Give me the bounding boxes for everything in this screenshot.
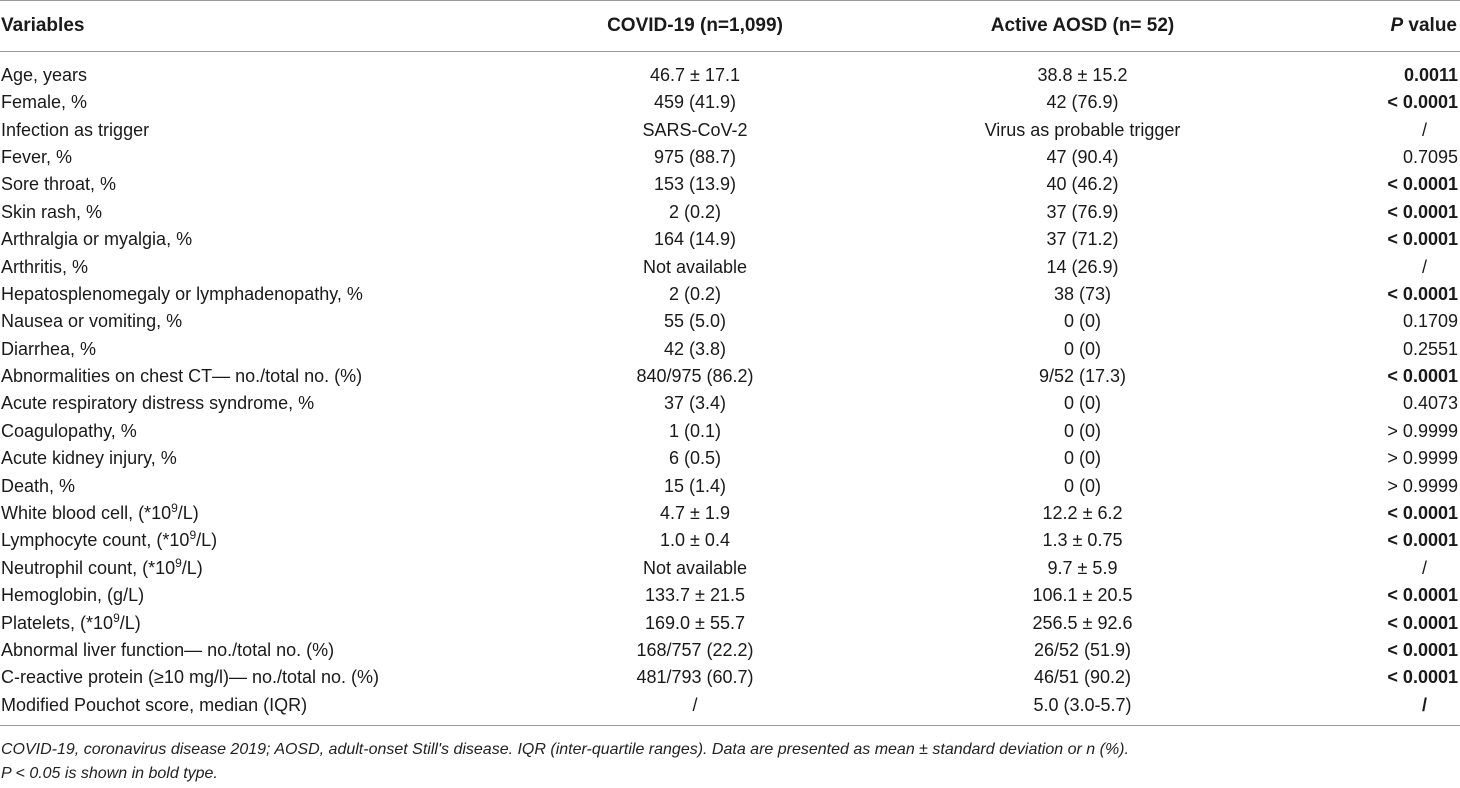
table-row <box>0 52 1460 90</box>
table-body <box>0 52 1460 726</box>
cell-variable <box>0 52 585 90</box>
cell-p-value: < 0.0001 <box>1387 530 1458 551</box>
cell-covid: 15 (1.4) <box>663 475 727 496</box>
variable-label: Hemoglobin, (g/L) <box>1 585 145 606</box>
header-row <box>0 1 1460 52</box>
cell-aosd: 0 (0) <box>1063 420 1101 441</box>
cell-aosd: 0 (0) <box>1063 393 1101 414</box>
variable-label: Acute kidney injury, % <box>1 448 177 469</box>
variable-label: Diarrhea, % <box>1 338 97 359</box>
table-row <box>0 472 1460 499</box>
table-row <box>0 445 1460 472</box>
cell-variable <box>0 527 585 554</box>
variable-label: Platelets, (*10 <box>1 612 114 633</box>
cell-variable <box>0 472 585 499</box>
table-row <box>0 582 1460 609</box>
variable-unit-suffix: /L) <box>177 503 199 524</box>
cell-aosd: 256.5 ± 92.6 <box>1032 612 1133 633</box>
cell-p-value: > 0.9999 <box>1387 420 1458 441</box>
table-row <box>0 390 1460 417</box>
cell-p-value: < 0.0001 <box>1387 503 1458 524</box>
cell-covid: 840/975 (86.2) <box>636 366 754 387</box>
cell-variable <box>0 609 585 636</box>
cell-aosd: 0 (0) <box>1063 338 1101 359</box>
header-aosd: Active AOSD (n= 52) <box>805 1 1360 52</box>
variable-unit-suffix: /L) <box>196 530 218 551</box>
header-variables: Variables <box>0 1 585 52</box>
cell-covid: 153 (13.9) <box>653 174 737 195</box>
cell-p-value: > 0.9999 <box>1387 448 1458 469</box>
variable-superscript: 9 <box>189 528 197 543</box>
table-row <box>0 418 1460 445</box>
cell-covid: 46.7 ± 17.1 <box>650 65 740 85</box>
variable-label: Female, % <box>1 92 88 113</box>
cell-p-value: / <box>1360 692 1460 726</box>
cell-variable <box>0 144 585 171</box>
cell-aosd: 38 (73) <box>1053 283 1112 304</box>
cell-variable <box>0 692 585 726</box>
cell-aosd: 37 (71.2) <box>1046 229 1119 250</box>
cell-p-value: < 0.0001 <box>1387 229 1458 250</box>
cell-aosd: 26/52 (51.9) <box>1033 640 1132 660</box>
cell-variable <box>0 500 585 527</box>
cell-variable <box>0 445 585 472</box>
cell-aosd: 106.1 ± 20.5 <box>1032 585 1133 606</box>
cell-variable <box>0 363 585 390</box>
cell-covid: 2 (0.2) <box>668 201 722 222</box>
variable-label: Skin rash, % <box>1 201 103 222</box>
table-footnote <box>1 738 1129 786</box>
table-row <box>0 171 1460 198</box>
cell-variable <box>0 308 585 335</box>
variable-label: Coagulopathy, % <box>1 420 137 441</box>
table-row <box>0 226 1460 253</box>
cell-p-value: 0.1709 <box>1402 311 1458 332</box>
cell-variable <box>0 226 585 253</box>
cell-covid: 481/793 (60.7) <box>636 667 754 688</box>
cell-p-value: < 0.0001 <box>1387 92 1458 113</box>
cell-covid: 459 (41.9) <box>653 92 737 113</box>
cell-aosd: 47 (90.4) <box>1046 146 1119 167</box>
table-row <box>0 253 1460 280</box>
variable-superscript: 9 <box>171 501 178 516</box>
variable-label: C-reactive protein (≥10 mg/l)— no./total no. (%) <box>1 667 380 688</box>
cell-aosd: Virus as probable trigger <box>984 119 1181 140</box>
cell-p-value: < 0.0001 <box>1387 201 1458 222</box>
variable-label: Modified Pouchot score, median (IQR) <box>1 694 308 715</box>
table-row <box>0 609 1460 636</box>
table-row <box>0 637 1460 664</box>
cell-aosd: 9.7 ± 5.9 <box>1047 557 1118 578</box>
cell-aosd: 38.8 ± 15.2 <box>1037 65 1128 85</box>
table-row <box>0 363 1460 390</box>
variable-unit-suffix: /L) <box>181 557 203 578</box>
variable-label: Nausea or vomiting, % <box>1 311 183 332</box>
variable-label: Infection as trigger <box>1 119 150 140</box>
footnote-line-2: P < 0.05 is shown in bold type. <box>1 765 218 782</box>
cell-p-value: < 0.0001 <box>1387 667 1458 688</box>
cell-p-value: < 0.0001 <box>1387 640 1458 660</box>
variable-superscript: 9 <box>175 555 182 570</box>
variable-label: Lymphocyte count, (*10 <box>1 530 190 551</box>
table-row <box>0 199 1460 226</box>
header-p-value <box>1360 1 1460 52</box>
cell-p-value: < 0.0001 <box>1387 585 1458 606</box>
variable-unit-suffix: /L) <box>119 612 141 633</box>
cell-aosd: 40 (46.2) <box>1046 174 1119 195</box>
cell-variable <box>0 418 585 445</box>
cell-variable <box>0 199 585 226</box>
cell-covid: 169.0 ± 55.7 <box>645 612 745 633</box>
table-row <box>0 281 1460 308</box>
cell-covid: 975 (88.7) <box>653 146 737 167</box>
cell-aosd: 0 (0) <box>1063 475 1101 496</box>
cell-aosd: 14 (26.9) <box>1046 256 1119 277</box>
cell-aosd: 9/52 (17.3) <box>1038 366 1127 387</box>
table-row <box>0 144 1460 171</box>
cell-covid: Not available <box>642 256 748 277</box>
cell-variable <box>0 637 585 664</box>
cell-covid: 164 (14.9) <box>653 229 737 250</box>
table-row <box>0 555 1460 582</box>
cell-covid: SARS-CoV-2 <box>642 119 748 140</box>
cell-covid: 42 (3.8) <box>663 338 727 359</box>
variable-label: Arthritis, % <box>1 256 89 277</box>
cell-variable <box>0 582 585 609</box>
cell-variable <box>0 89 585 116</box>
cell-variable <box>0 281 585 308</box>
cell-aosd: 46/51 (90.2) <box>1033 667 1132 688</box>
cell-covid: 2 (0.2) <box>668 283 722 304</box>
cell-covid: 168/757 (22.2) <box>636 640 754 660</box>
cell-p-value: < 0.0001 <box>1387 612 1458 633</box>
variable-label: White blood cell, (*10 <box>1 503 172 524</box>
cell-variable <box>0 116 585 143</box>
header-covid: COVID-19 (n=1,099) <box>585 1 805 52</box>
cell-aosd: 42 (76.9) <box>1046 92 1119 113</box>
cell-covid: Not available <box>642 557 748 578</box>
footnote-line-1: COVID-19, coronavirus disease 2019; AOSD, adult-onset Still's disease. IQR (inter-quartile ranges). Data are presented as mean ± standard deviation or n (%). <box>1 741 1129 758</box>
cell-covid: 55 (5.0) <box>663 311 727 332</box>
cell-p-value: > 0.9999 <box>1387 475 1458 496</box>
header-p-rest: value <box>1403 15 1457 36</box>
table-row <box>0 336 1460 363</box>
table-header <box>0 1 1460 52</box>
variable-label: Arthralgia or myalgia, % <box>1 229 193 250</box>
cell-aosd: 12.2 ± 6.2 <box>1042 503 1123 524</box>
cell-covid: 1 (0.1) <box>668 420 722 441</box>
cell-variable <box>0 664 585 691</box>
variable-superscript: 9 <box>113 610 120 625</box>
table-row <box>0 527 1460 554</box>
cell-variable <box>0 171 585 198</box>
cell-p-value: / <box>1421 256 1427 277</box>
cell-p-value: < 0.0001 <box>1387 283 1458 304</box>
table-row <box>0 500 1460 527</box>
cell-aosd: 0 (0) <box>1063 311 1101 332</box>
variable-label: Acute respiratory distress syndrome, % <box>1 393 315 414</box>
cell-p-value: 0.7095 <box>1402 146 1458 167</box>
variable-label: Hepatosplenomegaly or lymphadenopathy, % <box>1 283 363 304</box>
table-row <box>0 664 1460 691</box>
cell-covid: 1.0 ± 0.4 <box>660 530 730 551</box>
cell-covid: 37 (3.4) <box>663 393 727 414</box>
header-p-italic: P <box>1390 15 1404 36</box>
cell-p-value: / <box>1421 119 1427 140</box>
cell-p-value: < 0.0001 <box>1387 174 1458 195</box>
cell-p-value: 0.4073 <box>1402 393 1458 414</box>
variable-label: Sore throat, % <box>1 174 117 195</box>
cell-p-value: 0.2551 <box>1402 338 1458 359</box>
cell-p-value: / <box>1421 557 1427 578</box>
table-row <box>0 308 1460 335</box>
cell-aosd: 5.0 (3.0-5.7) <box>805 692 1360 726</box>
table-row <box>0 116 1460 143</box>
cell-p-value: < 0.0001 <box>1387 366 1458 387</box>
variable-label: Neutrophil count, (*10 <box>1 557 176 578</box>
cell-variable <box>0 253 585 280</box>
cell-aosd: 0 (0) <box>1063 448 1101 469</box>
cell-aosd: 37 (76.9) <box>1046 201 1119 222</box>
cell-covid: / <box>585 692 805 726</box>
table-row <box>0 89 1460 116</box>
cell-variable <box>0 336 585 363</box>
variable-label: Abnormal liver function— no./total no. (%) <box>1 640 335 660</box>
cell-covid: 133.7 ± 21.5 <box>645 585 745 606</box>
cell-variable <box>0 390 585 417</box>
cell-covid: 4.7 ± 1.9 <box>660 503 730 524</box>
variable-label: Age, years <box>1 65 88 85</box>
cell-aosd: 1.3 ± 0.75 <box>1042 530 1123 551</box>
cell-variable <box>0 555 585 582</box>
table-row <box>0 692 1460 726</box>
variable-label: Death, % <box>1 475 76 496</box>
variable-label: Abnormalities on chest CT— no./total no. (%) <box>1 366 363 387</box>
cell-covid: 6 (0.5) <box>668 448 722 469</box>
variable-label: Fever, % <box>1 146 73 167</box>
cell-p-value: 0.0011 <box>1403 65 1458 85</box>
